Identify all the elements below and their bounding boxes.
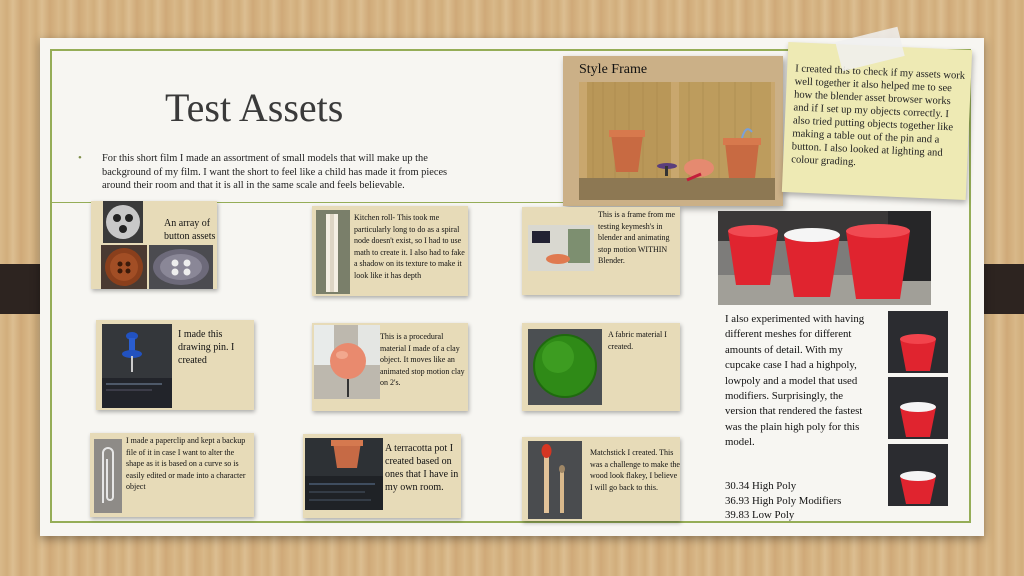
kitchen-roll-image [316, 210, 350, 294]
card-kitchen-roll-caption: Kitchen roll- This took me particularly long to do as a spiral node doesn't exist, so I had to use math to create it. I also had to fake a shadow on its texture to make it look like it has depth [354, 213, 465, 280]
paperclip-image [94, 439, 122, 513]
card-drawing-pin [96, 320, 254, 410]
clay-image [314, 325, 380, 399]
cupcake-lod-image-1 [888, 311, 948, 373]
style-frame-note [782, 42, 972, 200]
card-buttons-caption: An array of button assets [164, 218, 216, 242]
card-clay [312, 323, 468, 411]
button-asset-image-2 [101, 245, 147, 289]
render-times-list [725, 479, 885, 523]
card-fabric-caption: A fabric material I created. [608, 330, 667, 351]
card-fabric [522, 323, 680, 411]
card-drawing-pin-caption: I made this drawing pin. I created [178, 329, 235, 366]
cupcake-cases-image [718, 211, 931, 305]
terracotta-image [305, 438, 383, 510]
card-terracotta-caption: A terracotta pot I created based on ones that I have in my own room. [385, 443, 459, 493]
card-paperclip-caption: I made a paperclip and kept a backup file of it in case I want to alter the shape as it is based on a curve so is easily edited or made into a character object [126, 436, 246, 491]
cupcake-lod-image-3 [888, 444, 948, 506]
card-paperclip [90, 433, 254, 517]
card-buttons [91, 201, 217, 289]
style-frame-note-text: I created this to check if my assets work well together it also helped me to see how the blender asset browser works and if I set up my objects correctly. I also tried putting objects together like making a table out of the pin and a button. I also looked at lighting and colour grading. [790, 63, 966, 169]
matchstick-image [528, 441, 582, 519]
style-frame-card [563, 56, 783, 206]
button-asset-image-3 [149, 245, 213, 289]
intro-paragraph [78, 152, 478, 193]
render-time-high-poly-modifiers: 36.93 High Poly Modifiers [725, 494, 842, 507]
drawing-pin-image [102, 324, 172, 408]
intro-text: For this short film I made an assortment of small models that will make up the background of my film. I want the short to feel like a child has made it from pieces around their room and that it is all in the same scale and feels believable. [102, 153, 448, 191]
cupcake-lod-image-2 [888, 377, 948, 439]
card-keymesh-caption: This is a frame from me testing keymesh's in blender and animating stop motion WITHIN Blender. [598, 210, 676, 265]
style-frame-label: Style Frame [579, 62, 648, 77]
fabric-image [528, 329, 602, 405]
card-matchstick [522, 437, 680, 521]
render-time-high-poly: 30.34 High Poly [725, 480, 797, 492]
card-clay-caption: This is a procedural material I made of a clay object. It moves like an animated stop motion clay on 2's. [380, 332, 465, 387]
card-matchstick-caption: Matchstick I created. This was a challenge to make the wood look flakey, I believe I will go back to this. [590, 448, 680, 492]
render-time-low-poly: 39.83 Low Poly [725, 509, 795, 521]
card-keymesh [522, 207, 680, 295]
keymesh-image [528, 225, 594, 271]
button-asset-image-1 [103, 201, 143, 243]
style-frame-image [579, 82, 775, 200]
card-terracotta [303, 434, 461, 518]
card-kitchen-roll [312, 206, 468, 296]
cupcake-lod-text: I also experimented with having different meshes for different amounts of detail. With my cupcake case I had a highpoly, lowpoly and a model that used modifiers. Surprisingly, the version that rendered the fastest was the plain high poly for this model. [725, 313, 865, 449]
bullet-icon: • [78, 152, 82, 164]
slide-title: Test Assets [165, 85, 344, 130]
left-strap [0, 264, 40, 314]
